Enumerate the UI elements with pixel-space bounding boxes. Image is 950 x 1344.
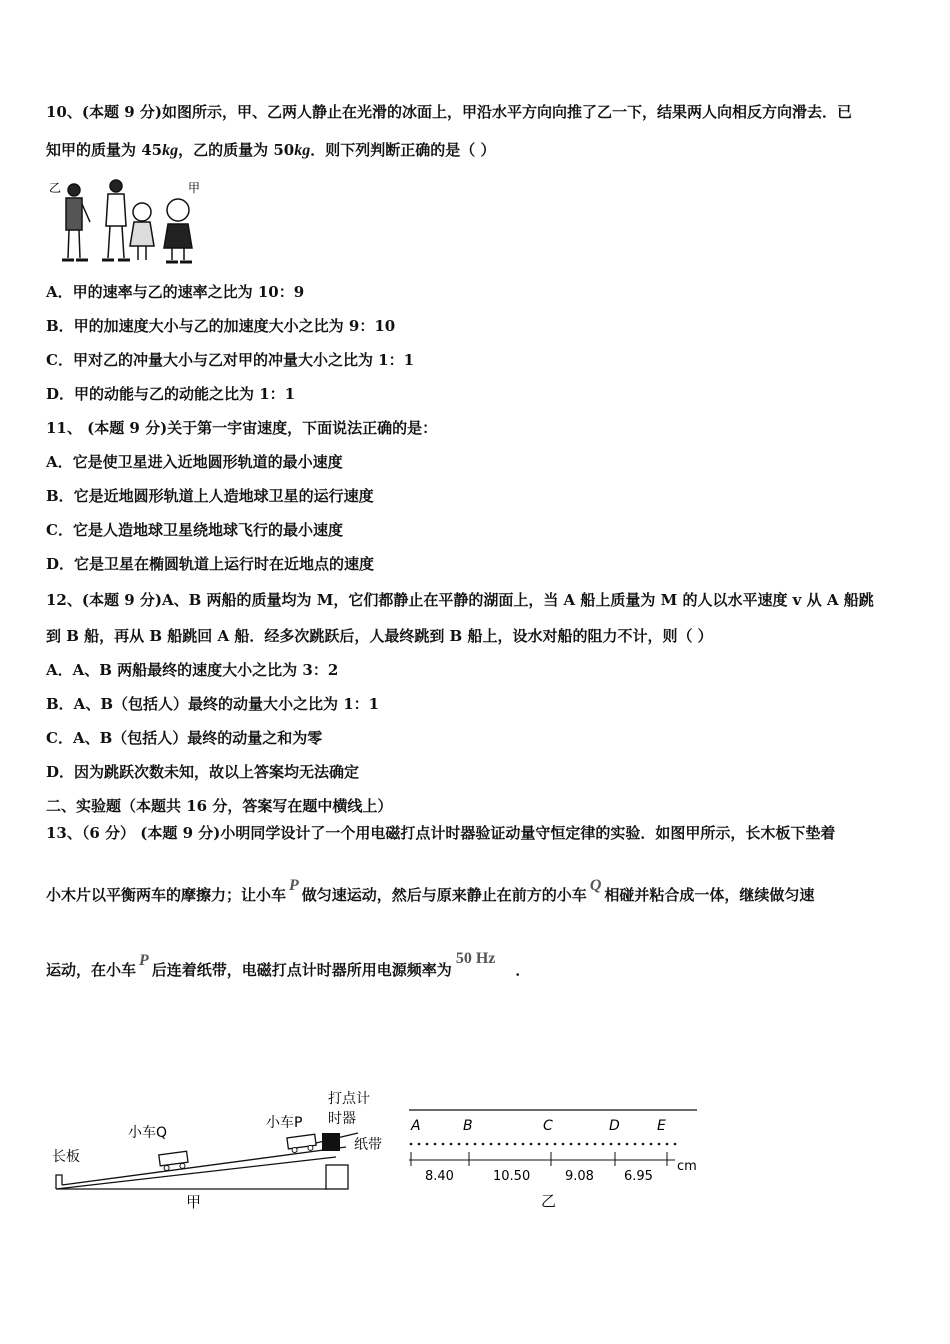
q13-text-a: 小木片以平衡两车的摩擦力；让小车 (46, 886, 287, 904)
fig-label-yi: 乙 (49, 181, 62, 195)
q13-stem-line1: 13、（6 分） (本题 9 分)小明同学设计了一个用电磁打点计时器验证动量守恒定律的实验．如图甲所示，长木板下垫着 (46, 824, 836, 842)
distance-de: 6.95 (624, 1169, 653, 1184)
point-label-e: E (657, 1118, 666, 1134)
tape-dot (458, 1143, 461, 1146)
q12-option-b: B．A、B（包括人）最终的动量大小之比为 1：1 (46, 695, 380, 713)
label-car-q: 小车Q (128, 1125, 168, 1141)
tape-dot (642, 1143, 645, 1146)
q10-option-c: C．甲对乙的冲量大小与乙对甲的冲量大小之比为 1：1 (46, 351, 415, 369)
label-timer-1: 打点计 (328, 1091, 370, 1107)
point-label-d: D (609, 1118, 620, 1134)
q10-unit-1: kg (162, 142, 179, 159)
tape-dot (666, 1143, 669, 1146)
q10-option-d: D．甲的动能与乙的动能之比为 1：1 (46, 385, 296, 403)
label-paper-tape: 纸带 (354, 1137, 382, 1153)
distance-ab: 8.40 (425, 1169, 454, 1184)
tape-dot (650, 1143, 653, 1146)
q12-option-d: D．因为跳跃次数未知，故以上答案均无法确定 (46, 763, 360, 781)
symbol-p-2: P (139, 952, 149, 969)
q13-text-f: ． (515, 961, 531, 979)
q10-option-a: A．甲的速率与乙的速率之比为 10：9 (46, 283, 305, 301)
q13-text-c: 相碰并粘合成一体，继续做匀速 (604, 886, 815, 904)
caption-yi: 乙 (541, 1192, 557, 1210)
label-long-board: 长板 (52, 1149, 80, 1165)
q13-text-b: 做匀速运动，然后与原来静止在前方的小车 (301, 886, 587, 904)
person-middle (102, 180, 130, 260)
tape-dot (506, 1143, 509, 1146)
tape-dot (450, 1143, 453, 1146)
skaters-illustration (46, 172, 206, 268)
symbol-q: Q (589, 877, 602, 894)
tape-dot (522, 1143, 525, 1146)
point-label-a: A (411, 1118, 421, 1134)
q11-option-c: C．它是人造地球卫星绕地球飞行的最小速度 (46, 521, 343, 539)
person-jia (164, 199, 192, 262)
q10-text-b: ，乙的质量为 50 (178, 141, 295, 159)
figure-jia (46, 1085, 396, 1215)
support-block (326, 1165, 348, 1189)
distance-bc: 10.50 (493, 1169, 531, 1184)
tape-dot (578, 1143, 581, 1146)
q12-option-a: A．A、B 两船最终的速度大小之比为 3：2 (46, 661, 339, 679)
q10-stem-line2 (46, 140, 495, 161)
label-timer-2: 时器 (328, 1111, 356, 1127)
car-q (159, 1151, 189, 1171)
point-label-b: B (463, 1118, 473, 1134)
tape-dot (498, 1143, 501, 1146)
q11-option-b: B．它是近地圆形轨道上人造地球卫星的运行速度 (46, 487, 374, 505)
tape-dot (418, 1143, 421, 1146)
tape-dot (674, 1143, 677, 1146)
tape-dot (546, 1143, 549, 1146)
q12-stem-line1: 12、(本题 9 分)A、B 两船的质量均为 M，它们都静止在平静的湖面上，当 A 船上质量为 M 的人以水平速度 v 从 A 船跳 (46, 591, 874, 609)
tape-dot (530, 1143, 533, 1146)
tape-dot (626, 1143, 629, 1146)
q13-text-e: 后连着纸带，电磁打点计时器所用电源频率为 (151, 961, 452, 979)
frequency-value: 50 Hz (455, 950, 496, 967)
point-label-c: C (543, 1118, 553, 1134)
inclined-board-bottom (56, 1157, 336, 1189)
tape-dot (434, 1143, 437, 1146)
label-car-p: 小车P (266, 1115, 303, 1131)
tape-dot (538, 1143, 541, 1146)
q11-option-d: D．它是卫星在椭圆轨道上运行时在近地点的速度 (46, 555, 375, 573)
tape-dot (490, 1143, 493, 1146)
dot-timer (322, 1133, 340, 1151)
caption-jia: 甲 (186, 1193, 202, 1211)
car-p (287, 1134, 317, 1153)
inclined-board-top (62, 1147, 346, 1185)
tape-dot (586, 1143, 589, 1146)
unit-cm: cm (677, 1159, 697, 1174)
tape-dot (658, 1143, 661, 1146)
q10-unit-2: kg (294, 142, 311, 159)
q10-stem-line1: 10、(本题 9 分)如图所示，甲、乙两人静止在光滑的冰面上，甲沿水平方向向推了乙一下，结果两人向相反方向滑去．已 (46, 103, 852, 121)
tape-dot (514, 1143, 517, 1146)
board-front-edge (56, 1175, 62, 1189)
tape-dot (570, 1143, 573, 1146)
q13-text-d: 运动，在小车 (46, 961, 137, 979)
fig-label-jia: 甲 (188, 181, 201, 195)
tape-dot (426, 1143, 429, 1146)
q10-option-b: B．甲的加速度大小与乙的加速度大小之比为 9：10 (46, 317, 396, 335)
q12-stem-line2: 到 B 船，再从 B 船跳回 A 船．经多次跳跃后，人最终跳到 B 船上，设水对船的阻力不计，则（ ） (46, 627, 713, 645)
q12-option-c: C．A、B（包括人）最终的动量之和为零 (46, 729, 323, 747)
figure-yi (405, 1100, 705, 1215)
q13-stem-line2 (46, 877, 815, 906)
tape-dot (634, 1143, 637, 1146)
tape-dot (466, 1143, 469, 1146)
tape-dot (610, 1143, 613, 1146)
q13-stem-line3 (46, 950, 531, 981)
tape-dot (482, 1143, 485, 1146)
tape-dots (410, 1143, 677, 1146)
tape-dot (474, 1143, 477, 1146)
q10-text-a: 知甲的质量为 45 (46, 141, 163, 159)
tape-dot (602, 1143, 605, 1146)
tape-dot (594, 1143, 597, 1146)
tape-dot (562, 1143, 565, 1146)
section-2-heading: 二、实验题（本题共 16 分，答案写在题中横线上） (46, 797, 393, 815)
tape-dot (618, 1143, 621, 1146)
measure-ticks (411, 1152, 667, 1166)
person-girl (130, 203, 154, 260)
q10-text-c: ．则下列判断正确的是（ ） (310, 141, 496, 159)
q11-option-a: A．它是使卫星进入近地圆形轨道的最小速度 (46, 453, 343, 471)
tape-dot (554, 1143, 557, 1146)
symbol-p: P (289, 877, 299, 894)
person-yi (62, 184, 90, 260)
tape-dot (442, 1143, 445, 1146)
distance-cd: 9.08 (565, 1169, 594, 1184)
tape-dot (410, 1143, 413, 1146)
q11-stem: 11、 (本题 9 分)关于第一宇宙速度，下面说法正确的是： (46, 419, 438, 437)
